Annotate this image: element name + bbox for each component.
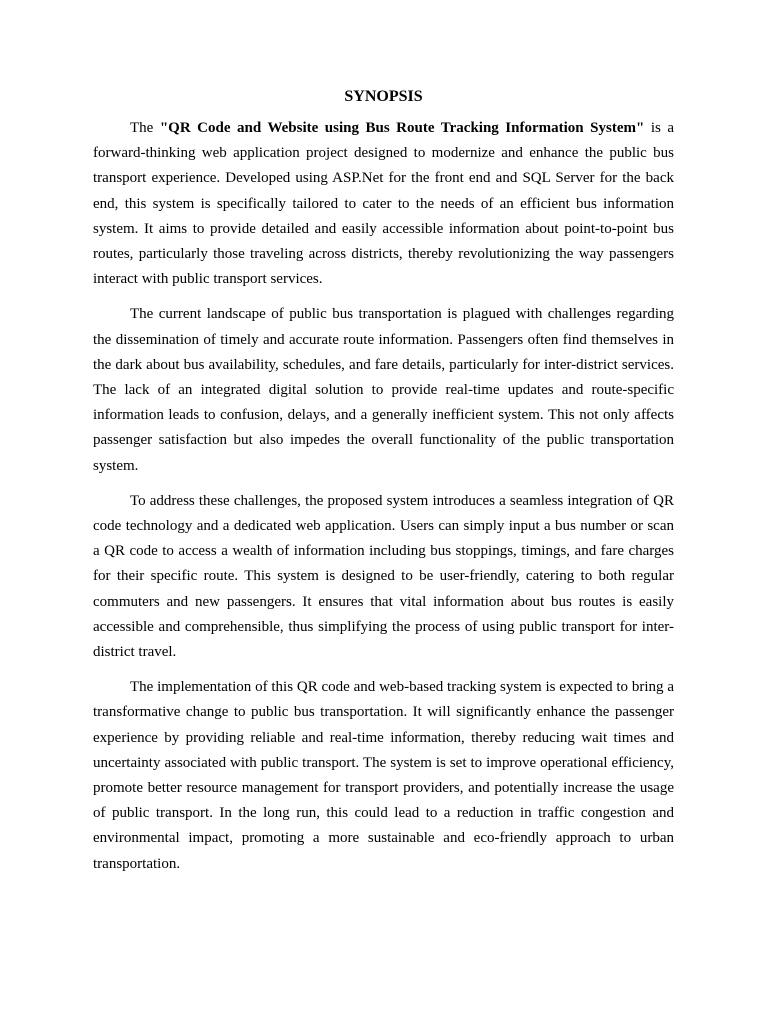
paragraph-problem: The current landscape of public bus transportation is plagued with challenges regarding the dissemination of timely and accurate route information. Passengers often find themselves in the dark about bus availability, schedules, and fare details, particularly for inter-district services. The lack of an integrated digital solution to provide real-time updates and route-specific information leads to confusion, delays, and a generally inefficient system. This not only affects passenger satisfaction but also impedes the overall functionality of the public transportation system. bbox=[93, 306, 674, 474]
paragraph-intro bbox=[93, 116, 674, 292]
document-body bbox=[93, 86, 674, 887]
project-title: "QR Code and Website using Bus Route Tracking Information System" bbox=[159, 120, 645, 136]
intro-text: is a forward-thinking web application project designed to modernize and enhance the public bus transport experience. Developed using ASP.Net for the front end and SQL Server for the back end, this system is specifically tailored to cater to the needs of an efficient bus information system. It aims to provide detailed and easily accessible information about point-to-point bus routes, particularly those traveling across districts, thereby revolutionizing the way passengers interact with public transport services. bbox=[93, 120, 674, 288]
paragraph-impact: The implementation of this QR code and web-based tracking system is expected to bring a transformative change to public bus transportation. It will significantly enhance the passenger experience by providing reliable and real-time information, thereby reducing wait times and uncertainty associated with public transport. The system is set to improve operational efficiency, promote better resource management for transport providers, and potentially increase the usage of public transport. In the long run, this could lead to a reduction in traffic congestion and environmental impact, promoting a more sustainable and eco-friendly approach to urban transportation. bbox=[93, 679, 674, 872]
page-title: SYNOPSIS bbox=[344, 88, 423, 105]
paragraph-solution: To address these challenges, the proposed system introduces a seamless integration of QR code technology and a dedicated web application. Users can simply input a bus number or scan a QR code to access a wealth of information including bus stoppings, timings, and fare charges for their specific route. This system is designed to be user-friendly, catering to both regular commuters and new passengers. It ensures that vital information about bus routes is easily accessible and comprehensible, thus simplifying the process of using public transport for inter-district travel. bbox=[93, 492, 674, 661]
intro-prefix: The bbox=[130, 120, 160, 136]
